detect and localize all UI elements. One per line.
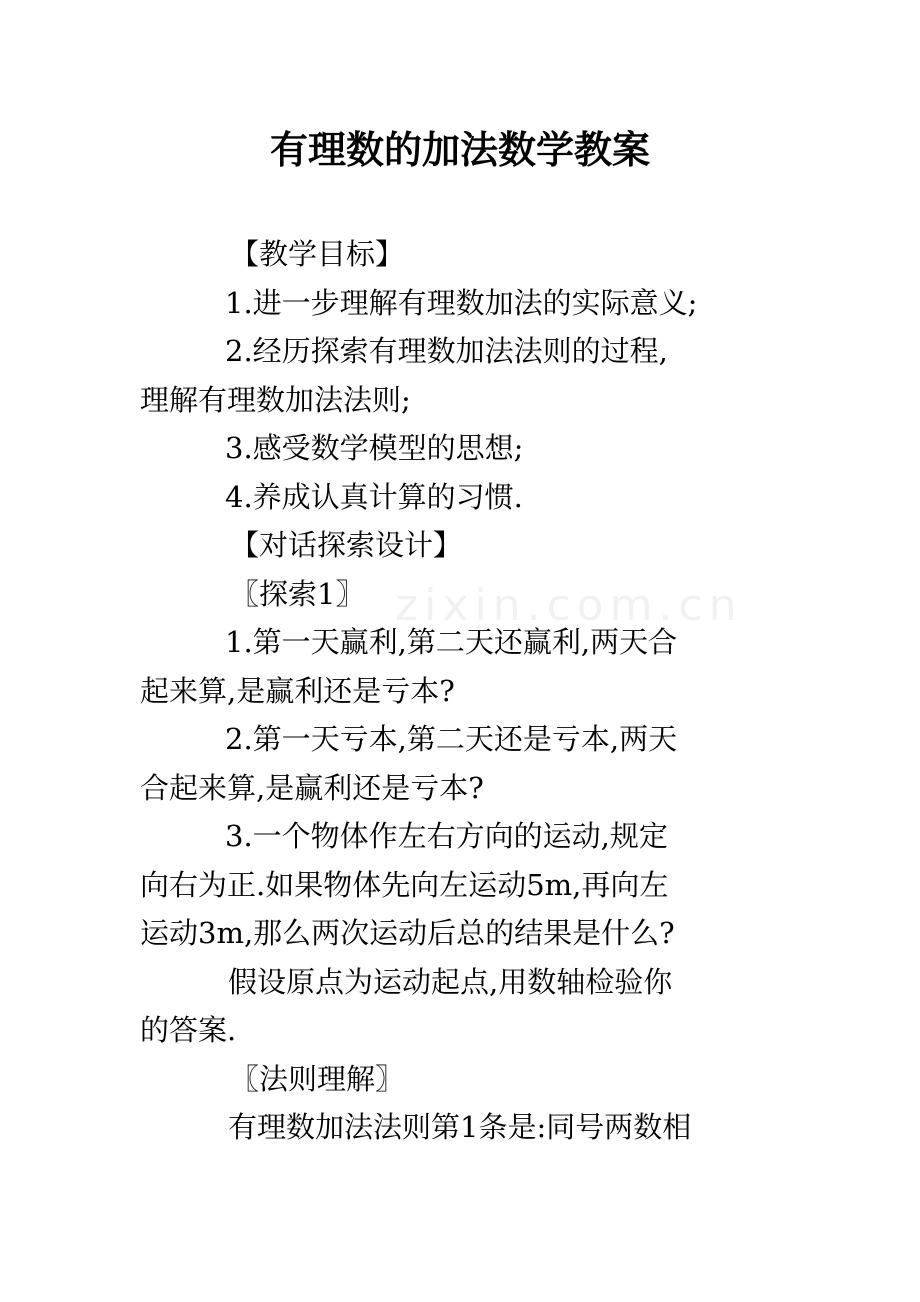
section-heading-teaching-goals: 【教学目标】: [230, 237, 405, 271]
hint-paragraph: 假设原点为运动起点,用数轴检验你: [228, 964, 673, 999]
question-2-continued: 合起来算,是赢利还是亏本?: [140, 770, 484, 805]
question-3-continued: 向右为正.如果物体先向左运动5m,再向左: [140, 867, 669, 902]
document-title: 有理数的加法数学教案: [269, 128, 650, 172]
goal-3: 3.感受数学模型的思想;: [225, 431, 524, 465]
subheading-explore-1: 〖探索1〗: [230, 576, 365, 611]
section-heading-dialogue-design: 【对话探索设计】: [230, 528, 463, 562]
goal-2-continued: 理解有理数加法法则;: [140, 382, 411, 417]
question-1-continued: 起来算,是赢利还是亏本?: [140, 673, 455, 708]
question-3-continued-2: 运动3m,那么两次运动后总的结果是什么?: [140, 916, 675, 950]
watermark: zixin.com.cn: [395, 580, 743, 631]
rule-paragraph: 有理数加法法则第1条是:同号两数相: [228, 1110, 692, 1144]
goal-2: 2.经历探索有理数加法法则的过程,: [225, 334, 668, 368]
goal-4: 4.养成认真计算的习惯.: [225, 479, 523, 514]
hint-paragraph-continued: 的答案.: [140, 1013, 237, 1047]
goal-1: 1.进一步理解有理数加法的实际意义;: [225, 285, 698, 320]
question-2: 2.第一天亏本,第二天还是亏本,两天: [225, 722, 678, 756]
document-body: [140, 230, 780, 1152]
question-1: 1.第一天赢利,第二天还赢利,两天合: [225, 625, 678, 659]
question-3: 3.一个物体作左右方向的运动,规定: [225, 819, 668, 853]
subheading-rule-understanding: 〖法则理解〗: [230, 1061, 405, 1096]
